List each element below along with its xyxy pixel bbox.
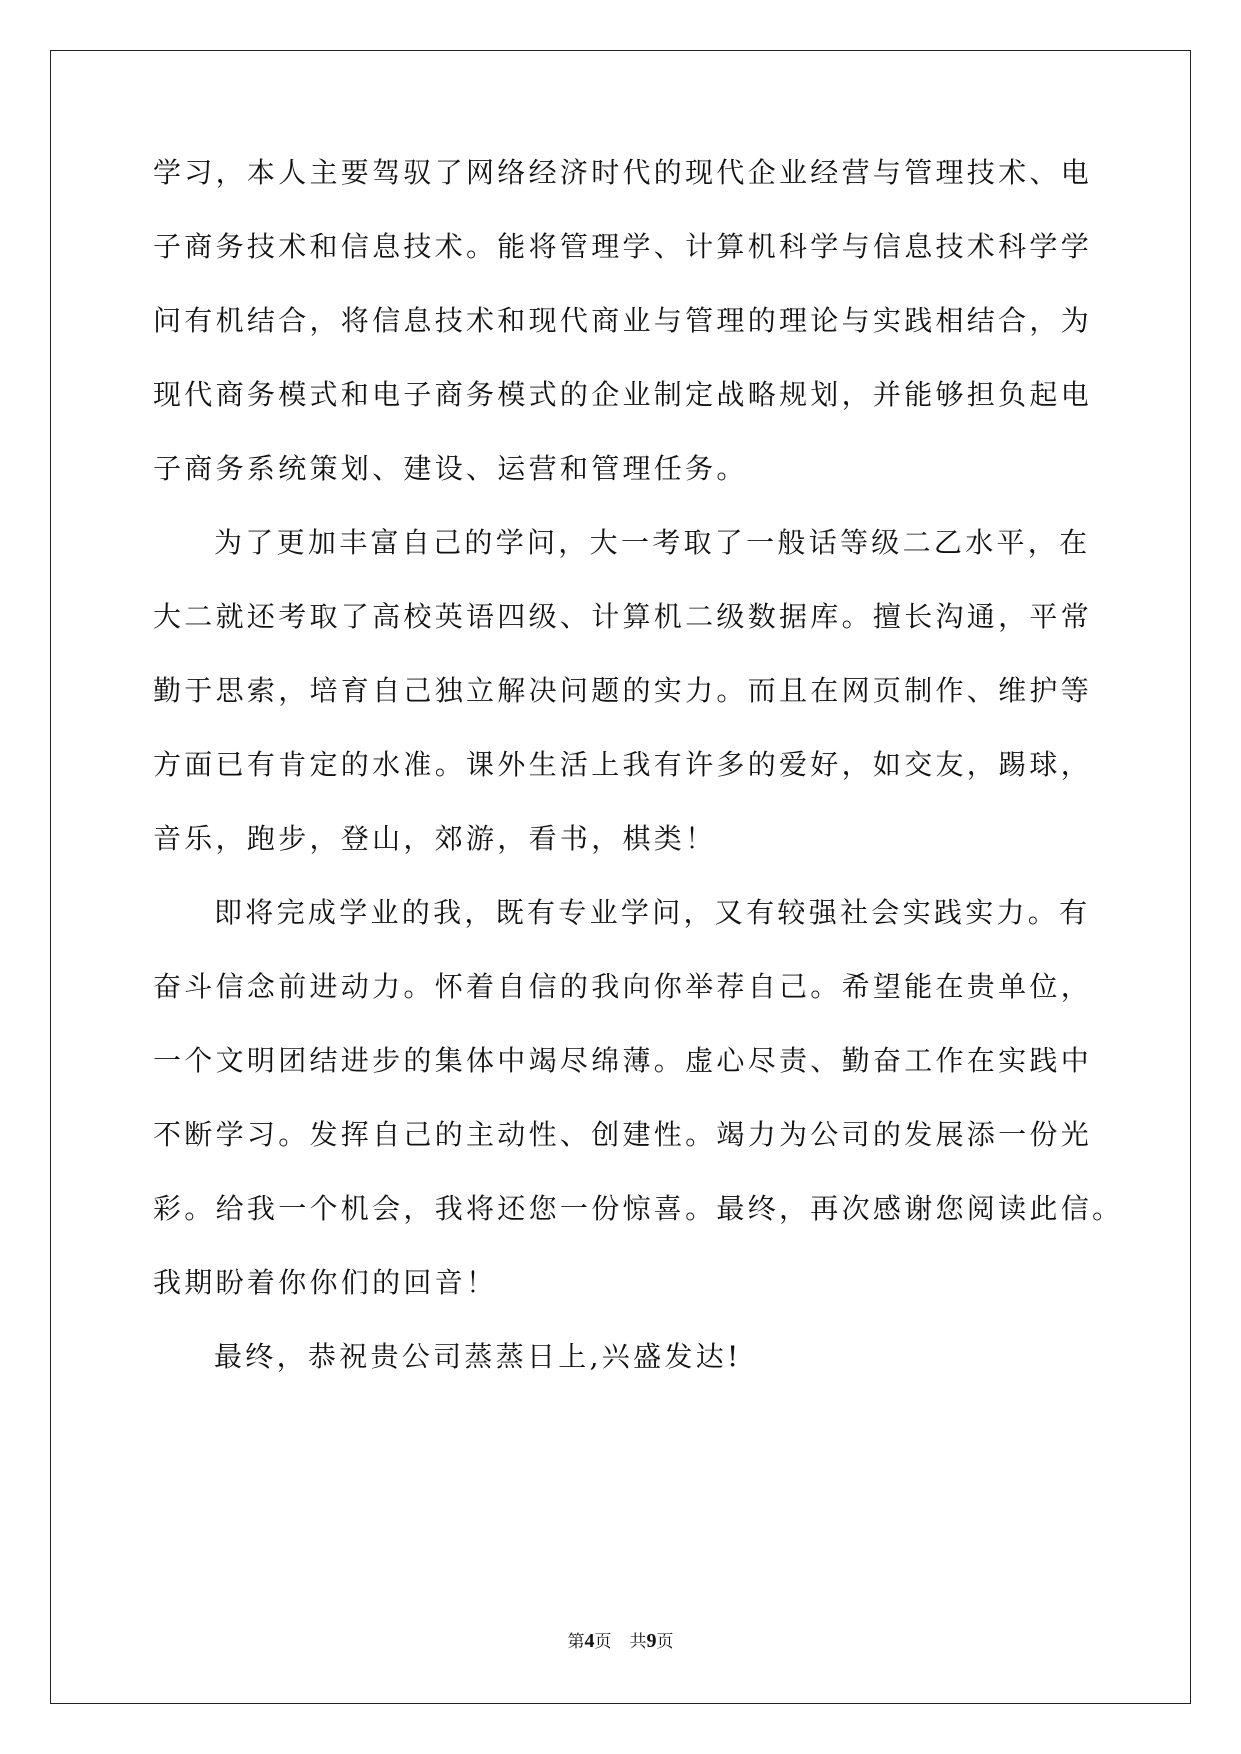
text-line: 学习，本人主要驾驭了网络经济时代的现代企业经营与管理技术、电 [153, 156, 1093, 189]
paragraph-start-line: 即将完成学业的我，既有专业学问，又有较强社会实践实力。有 [214, 896, 1091, 929]
page-border [50, 50, 1191, 1704]
text-line: 现代商务模式和电子商务模式的企业制定战略规划，并能够担负起电 [153, 378, 1093, 411]
text-line: 大二就还考取了高校英语四级、计算机二级数据库。擅长沟通，平常 [153, 600, 1093, 633]
text-line: 音乐，跑步，登山，郊游，看书，棋类！ [153, 822, 717, 855]
closing-line: 最终，恭祝贵公司蒸蒸日上,兴盛发达! [214, 1340, 742, 1373]
paragraph-start-line: 为了更加丰富自己的学问，大一考取了一般话等级二乙水平，在 [214, 526, 1091, 559]
page-prefix: 第 [567, 1632, 585, 1652]
page-footer [0, 1630, 1241, 1653]
text-line: 方面已有肯定的水准。课外生活上我有许多的爱好，如交友，踢球， [153, 748, 1093, 781]
text-line: 勤于思索，培育自己独立解决问题的实力。而且在网页制作、维护等 [153, 674, 1093, 707]
text-line: 彩。给我一个机会，我将还您一份惊喜。最终，再次感谢您阅读此信。 [153, 1192, 1124, 1225]
text-line: 不断学习。发挥自己的主动性、创建性。竭力为公司的发展添一份光 [153, 1118, 1093, 1151]
page-number: 4 [584, 1630, 595, 1652]
total-pages: 9 [646, 1630, 657, 1652]
text-line: 子商务技术和信息技术。能将管理学、计算机科学与信息技术科学学 [153, 230, 1093, 263]
total-suffix: 页 [656, 1632, 674, 1652]
text-line: 子商务系统策划、建设、运营和管理任务。 [153, 452, 748, 485]
page-suffix: 页 [594, 1632, 612, 1652]
text-line: 奋斗信念前进动力。怀着自信的我向你举荐自己。希望能在贵单位， [153, 970, 1093, 1003]
total-prefix: 共 [629, 1632, 647, 1652]
text-line: 我期盼着你你们的回音！ [153, 1266, 498, 1299]
text-line: 问有机结合，将信息技术和现代商业与管理的理论与实践相结合，为 [153, 304, 1093, 337]
text-line: 一个文明团结进步的集体中竭尽绵薄。虚心尽责、勤奋工作在实践中 [153, 1044, 1093, 1077]
